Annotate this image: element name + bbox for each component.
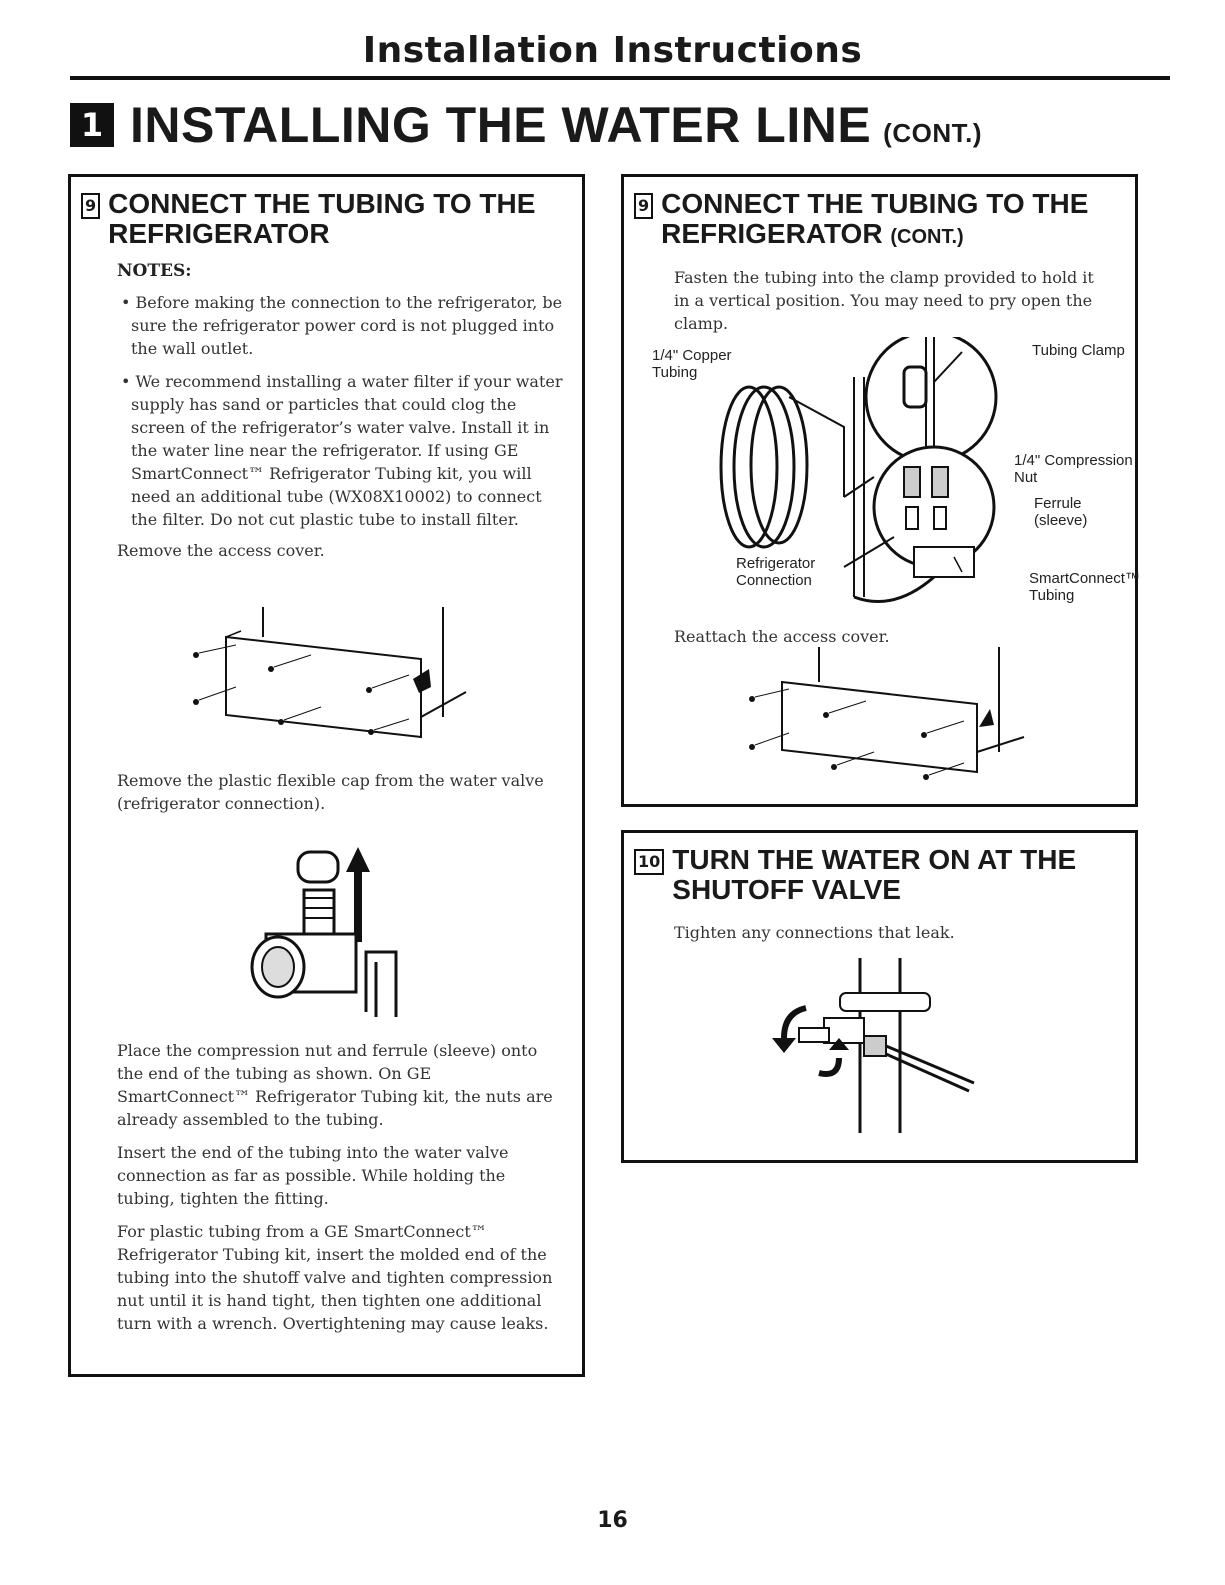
label-smartconnect-2: Tubing [1029,587,1075,604]
label-refrigerator-connection-2: Connection [736,572,812,589]
step9-right-box [621,174,1138,807]
step9-left-box [68,174,585,1377]
step-title-line1: TURN THE WATER ON AT THE [672,844,1077,875]
fasten-text: Fasten the tubing into the clamp provided to hold it in a vertical position. You may need to pry open the clamp. [674,268,1094,333]
access-cover-illustration [181,607,481,747]
step-title-line2: SHUTOFF VALVE [672,874,901,905]
remove-cap-text: Remove the plastic flexible cap from the water valve (refrigerator connection). [117,771,544,813]
plastic-tubing-text: For plastic tubing from a GE SmartConnect™ Refrigerator Tubing kit, insert the molded end of the tubing into the shutoff valve and tighten compression nut until it is hand tight, then tighten one additional turn with a wrench. Overtightening may cause leaks. [117,1222,553,1333]
remove-cover-text: Remove the access cover. [117,541,325,560]
shutoff-valve-illustration [764,958,984,1138]
step-title-line1: CONNECT THE TUBING TO THE [108,188,536,219]
insert-end-text: Insert the end of the tubing into the water valve connection as far as possible. While holding the tubing, tighten the fitting. [117,1143,509,1208]
reattach-cover-illustration [734,647,1034,787]
step10-box [621,830,1138,1163]
label-refrigerator-connection-1: Refrigerator [736,555,816,572]
label-copper-tubing-2: Tubing [652,364,698,381]
label-smartconnect-1: SmartConnect™ [1029,570,1140,587]
notes-label: NOTES: [117,261,192,281]
note-water-filter: • We recommend installing a water filter if your water supply has sand or particles that could clog the screen of the refrigerator’s water valve. Install it in the water line near the refrigerator. If using GE SmartConnect™ Refrigerator Tubing kit, you will need an additional tube (WX08X10002) to connect the filter. Do not cut plastic tube to install filter. [121,372,563,529]
step-number: 10 [634,849,664,875]
step-title-line2: REFRIGERATOR [108,218,330,249]
page-header: Installation Instructions [362,30,863,71]
label-ferrule-1: Ferrule [1034,495,1082,512]
step9-cont-heading [634,189,1124,252]
step-title-line1: CONNECT THE TUBING TO THE [661,188,1089,219]
tighten-text: Tighten any connections that leak. [674,923,955,942]
header-rule [70,76,1170,80]
label-ferrule-2: (sleeve) [1034,512,1088,529]
step-title-line2: REFRIGERATOR [661,218,883,249]
water-valve-illustration [246,842,416,1022]
section-title [70,97,982,153]
step-number: 9 [81,193,100,219]
label-copper-tubing-1: 1/4" Copper [652,347,732,364]
step-number: 9 [634,193,653,219]
reattach-text: Reattach the access cover. [674,627,890,646]
place-nut-text: Place the compression nut and ferrule (sleeve) onto the end of the tubing as shown. On GE SmartConnect™ Refrigerator Tubing kit, the nuts are already assembled to the tubing. [117,1041,553,1129]
section-cont: (CONT.) [883,118,982,148]
step9-heading [81,189,571,249]
section-number: 1 [70,103,114,147]
section-heading: INSTALLING THE WATER LINE [130,97,872,153]
label-compression-nut-2: Nut [1014,469,1038,486]
note-power-cord: • Before making the connection to the refrigerator, be sure the refrigerator power cord is not plugged into the wall outlet. [121,293,563,358]
step10-heading [634,845,1124,905]
page-number: 16 [597,1508,628,1533]
step-cont: (CONT.) [890,226,964,248]
label-tubing-clamp: Tubing Clamp [1032,342,1125,359]
label-compression-nut-1: 1/4" Compression [1014,452,1133,469]
